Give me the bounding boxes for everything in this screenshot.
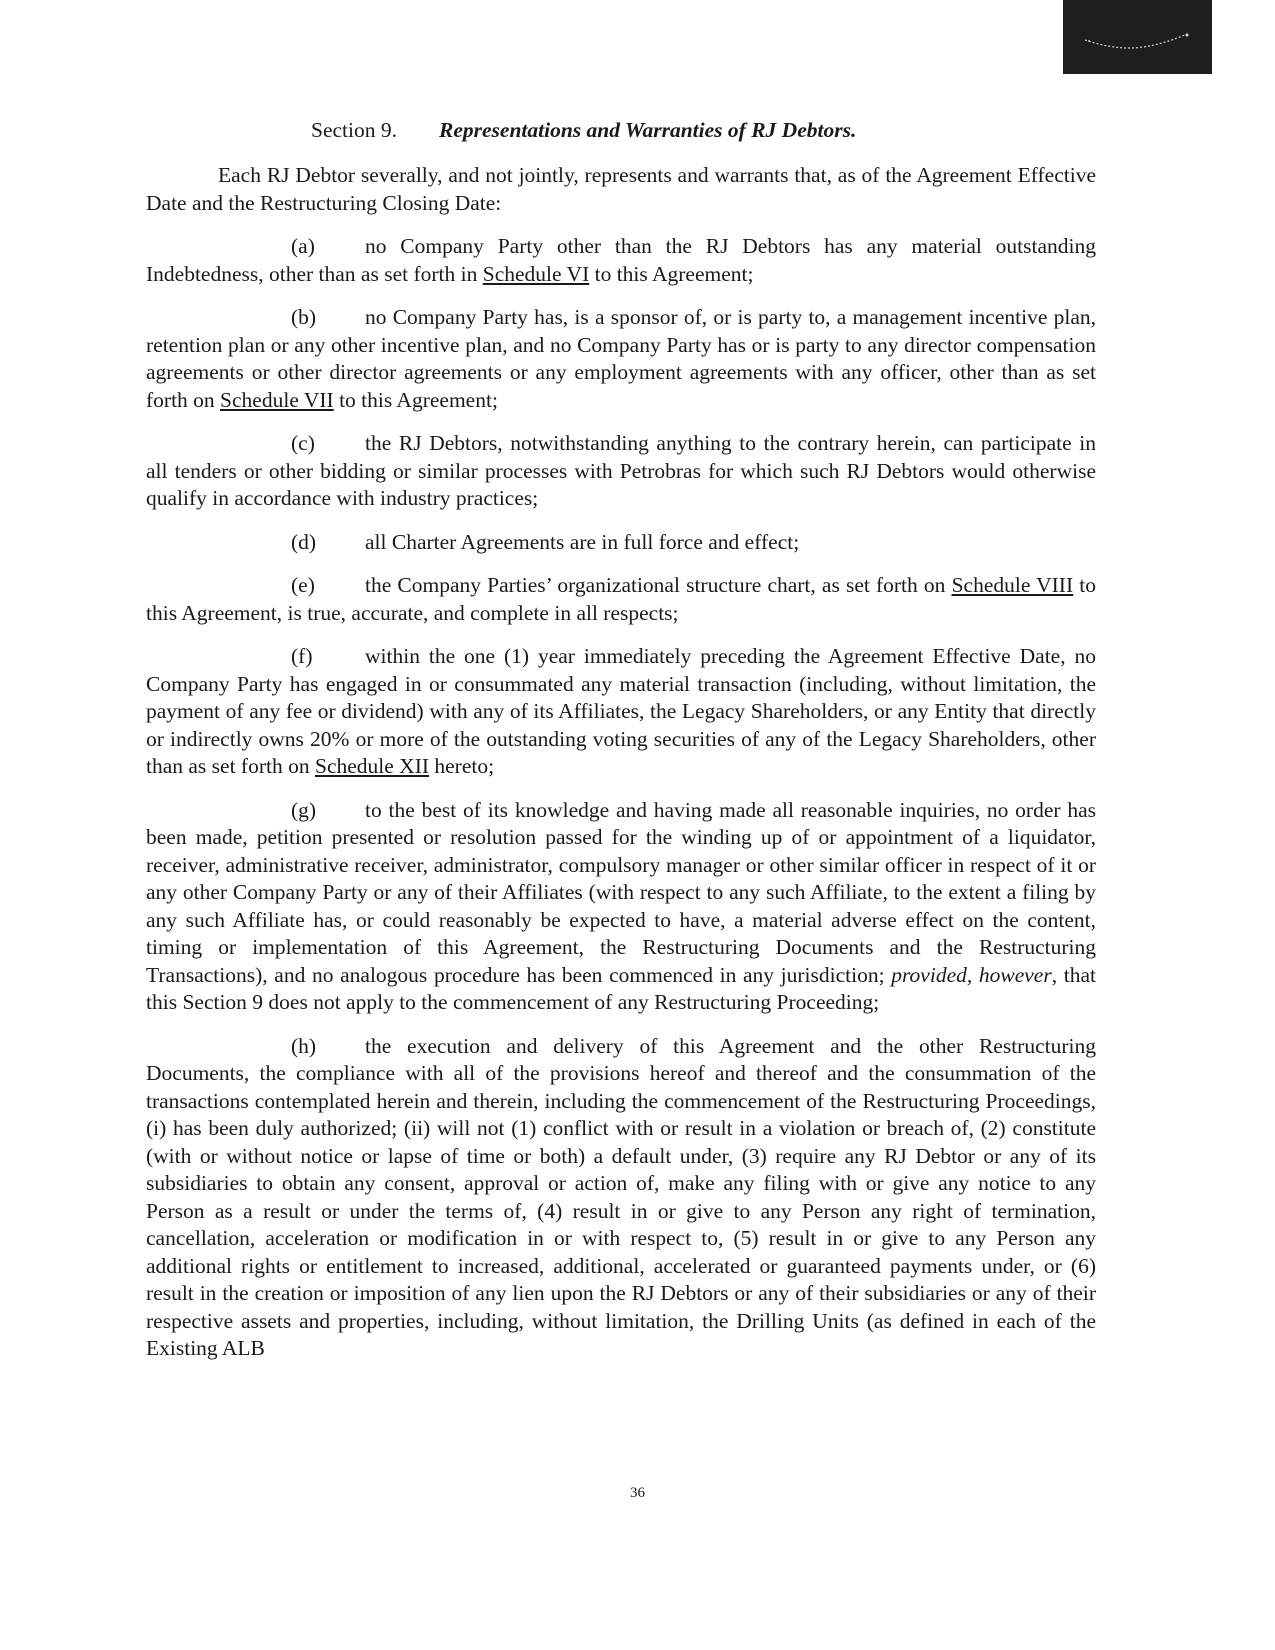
section-heading <box>146 116 1096 144</box>
clause-g <box>146 797 1096 1017</box>
clause-text: , that this Section 9 does not apply to the commencement of any Restructuring Proceeding; <box>146 962 1096 1014</box>
clause-text: the RJ Debtors, notwithstanding anything to the contrary herein, can participate in all tenders or other bidding or similar processes with Petrobras for which such RJ Debtors would otherwise qualify in accordance with industry practices; <box>146 431 1096 510</box>
clause-text: to this Agreement, is true, accurate, and complete in all respects; <box>146 573 1097 625</box>
clause-label: (d) <box>291 529 317 554</box>
emphasis-text: provided, however <box>891 962 1052 987</box>
clause-text: all Charter Agreements are in full force and effect; <box>365 529 800 554</box>
clause-label: (g) <box>291 797 317 822</box>
section-title: Representations and Warranties of RJ Debtors. <box>439 118 857 142</box>
clause-e <box>146 572 1096 627</box>
document-page <box>146 116 1096 1379</box>
schedule-reference: Schedule XII <box>314 754 430 778</box>
clause-c <box>146 430 1096 513</box>
clause-b <box>146 304 1096 414</box>
clause-d <box>146 529 1096 557</box>
section-number: Section 9. <box>311 118 397 142</box>
clause-text: no Company Party has, is a sponsor of, or is party to, a management incentive plan, retention plan or any other incentive plan, and no Company Party has or is party to any director compensation agreements or other director agreements or any employment agreements with any officer, other than as set forth on <box>146 305 1096 412</box>
clause-text: hereto; <box>429 754 495 778</box>
corner-stamp-logo <box>1063 0 1212 74</box>
clause-text: to this Agreement; <box>333 387 498 412</box>
clause-label: (f) <box>291 644 313 668</box>
signature-mark-icon <box>1083 32 1193 52</box>
schedule-reference: Schedule VII <box>220 387 334 412</box>
clause-label: (c) <box>291 431 315 455</box>
clause-text: to this Agreement; <box>589 261 754 286</box>
clause-label: (e) <box>291 573 315 597</box>
clause-text: the Company Parties’ organizational structure chart, as set forth on <box>365 573 952 597</box>
clause-text: the execution and delivery of this Agreement and the other Restructuring Documents, the compliance with all of the provisions hereof and thereof and the consummation of the transactions contemplated herein and therein, including the commencement of the Restructuring Proceedings, (i) has been duly authorized; (ii) will not (1) conflict with or result in a violation or breach of, (2) constitute (with or without notice or lapse of time or both) a default under, (3) require any RJ Debtor or any of its subsidiaries to obtain any consent, approval or action of, make any filing with or give any notice to any Person as a result or under the terms of, (4) result in or give to any Person any right of termination, cancellation, acceleration or modification in or with respect to, (5) result in or give to any Person any additional rights or entitlement to increased, additional, accelerated or guaranteed payments under, or (6) result in the creation or imposition of any lien upon the RJ Debtors or any of their subsidiaries or any of their respective assets and properties, including, without limitation, the Drilling Units (as defined in each of the Existing ALB <box>146 1033 1096 1360</box>
clause-text: no Company Party other than the RJ Debtors has any material outstanding Indebtedness, other than as set forth in <box>146 234 1096 286</box>
clause-text: within the one (1) year immediately preceding the Agreement Effective Date, no Company Party has engaged in or consummated any material transaction (including, without limitation, the payment of any fee or dividend) with any of its Affiliates, the Legacy Shareholders, or any Entity that directly or indirectly owns 20% or more of the outstanding voting securities of any of the Legacy Shareholders, other than as set forth on <box>146 644 1096 778</box>
schedule-reference: Schedule VI <box>482 261 590 286</box>
clause-text: to the best of its knowledge and having made all reasonable inquiries, no order has been made, petition presented or resolution passed for the winding up of or appointment of a liquidator, receiver, administrative receiver, administrator, compulsory manager or other similar officer in respect of it or any other Company Party or any of their Affiliates (with respect to any such Affiliate, to the extent a filing by any such Affiliate has, or could reasonably be expected to have, a material adverse effect on the content, timing or implementation of this Agreement, the Restructuring Documents and the Restructuring Transactions), and no analogous procedure has been commenced in any jurisdiction; <box>146 797 1096 987</box>
clause-h <box>146 1033 1096 1363</box>
schedule-reference: Schedule VIII <box>951 573 1074 597</box>
clause-label: (a) <box>291 234 315 258</box>
intro-paragraph: Each RJ Debtor severally, and not jointly, represents and warrants that, as of the Agreement Effective Date and the Restructuring Closing Date: <box>146 163 1096 215</box>
clause-a <box>146 233 1096 288</box>
clause-f <box>146 643 1096 781</box>
clause-label: (h) <box>291 1033 317 1058</box>
page-number: 36 <box>630 1485 645 1501</box>
clause-label: (b) <box>291 305 317 329</box>
